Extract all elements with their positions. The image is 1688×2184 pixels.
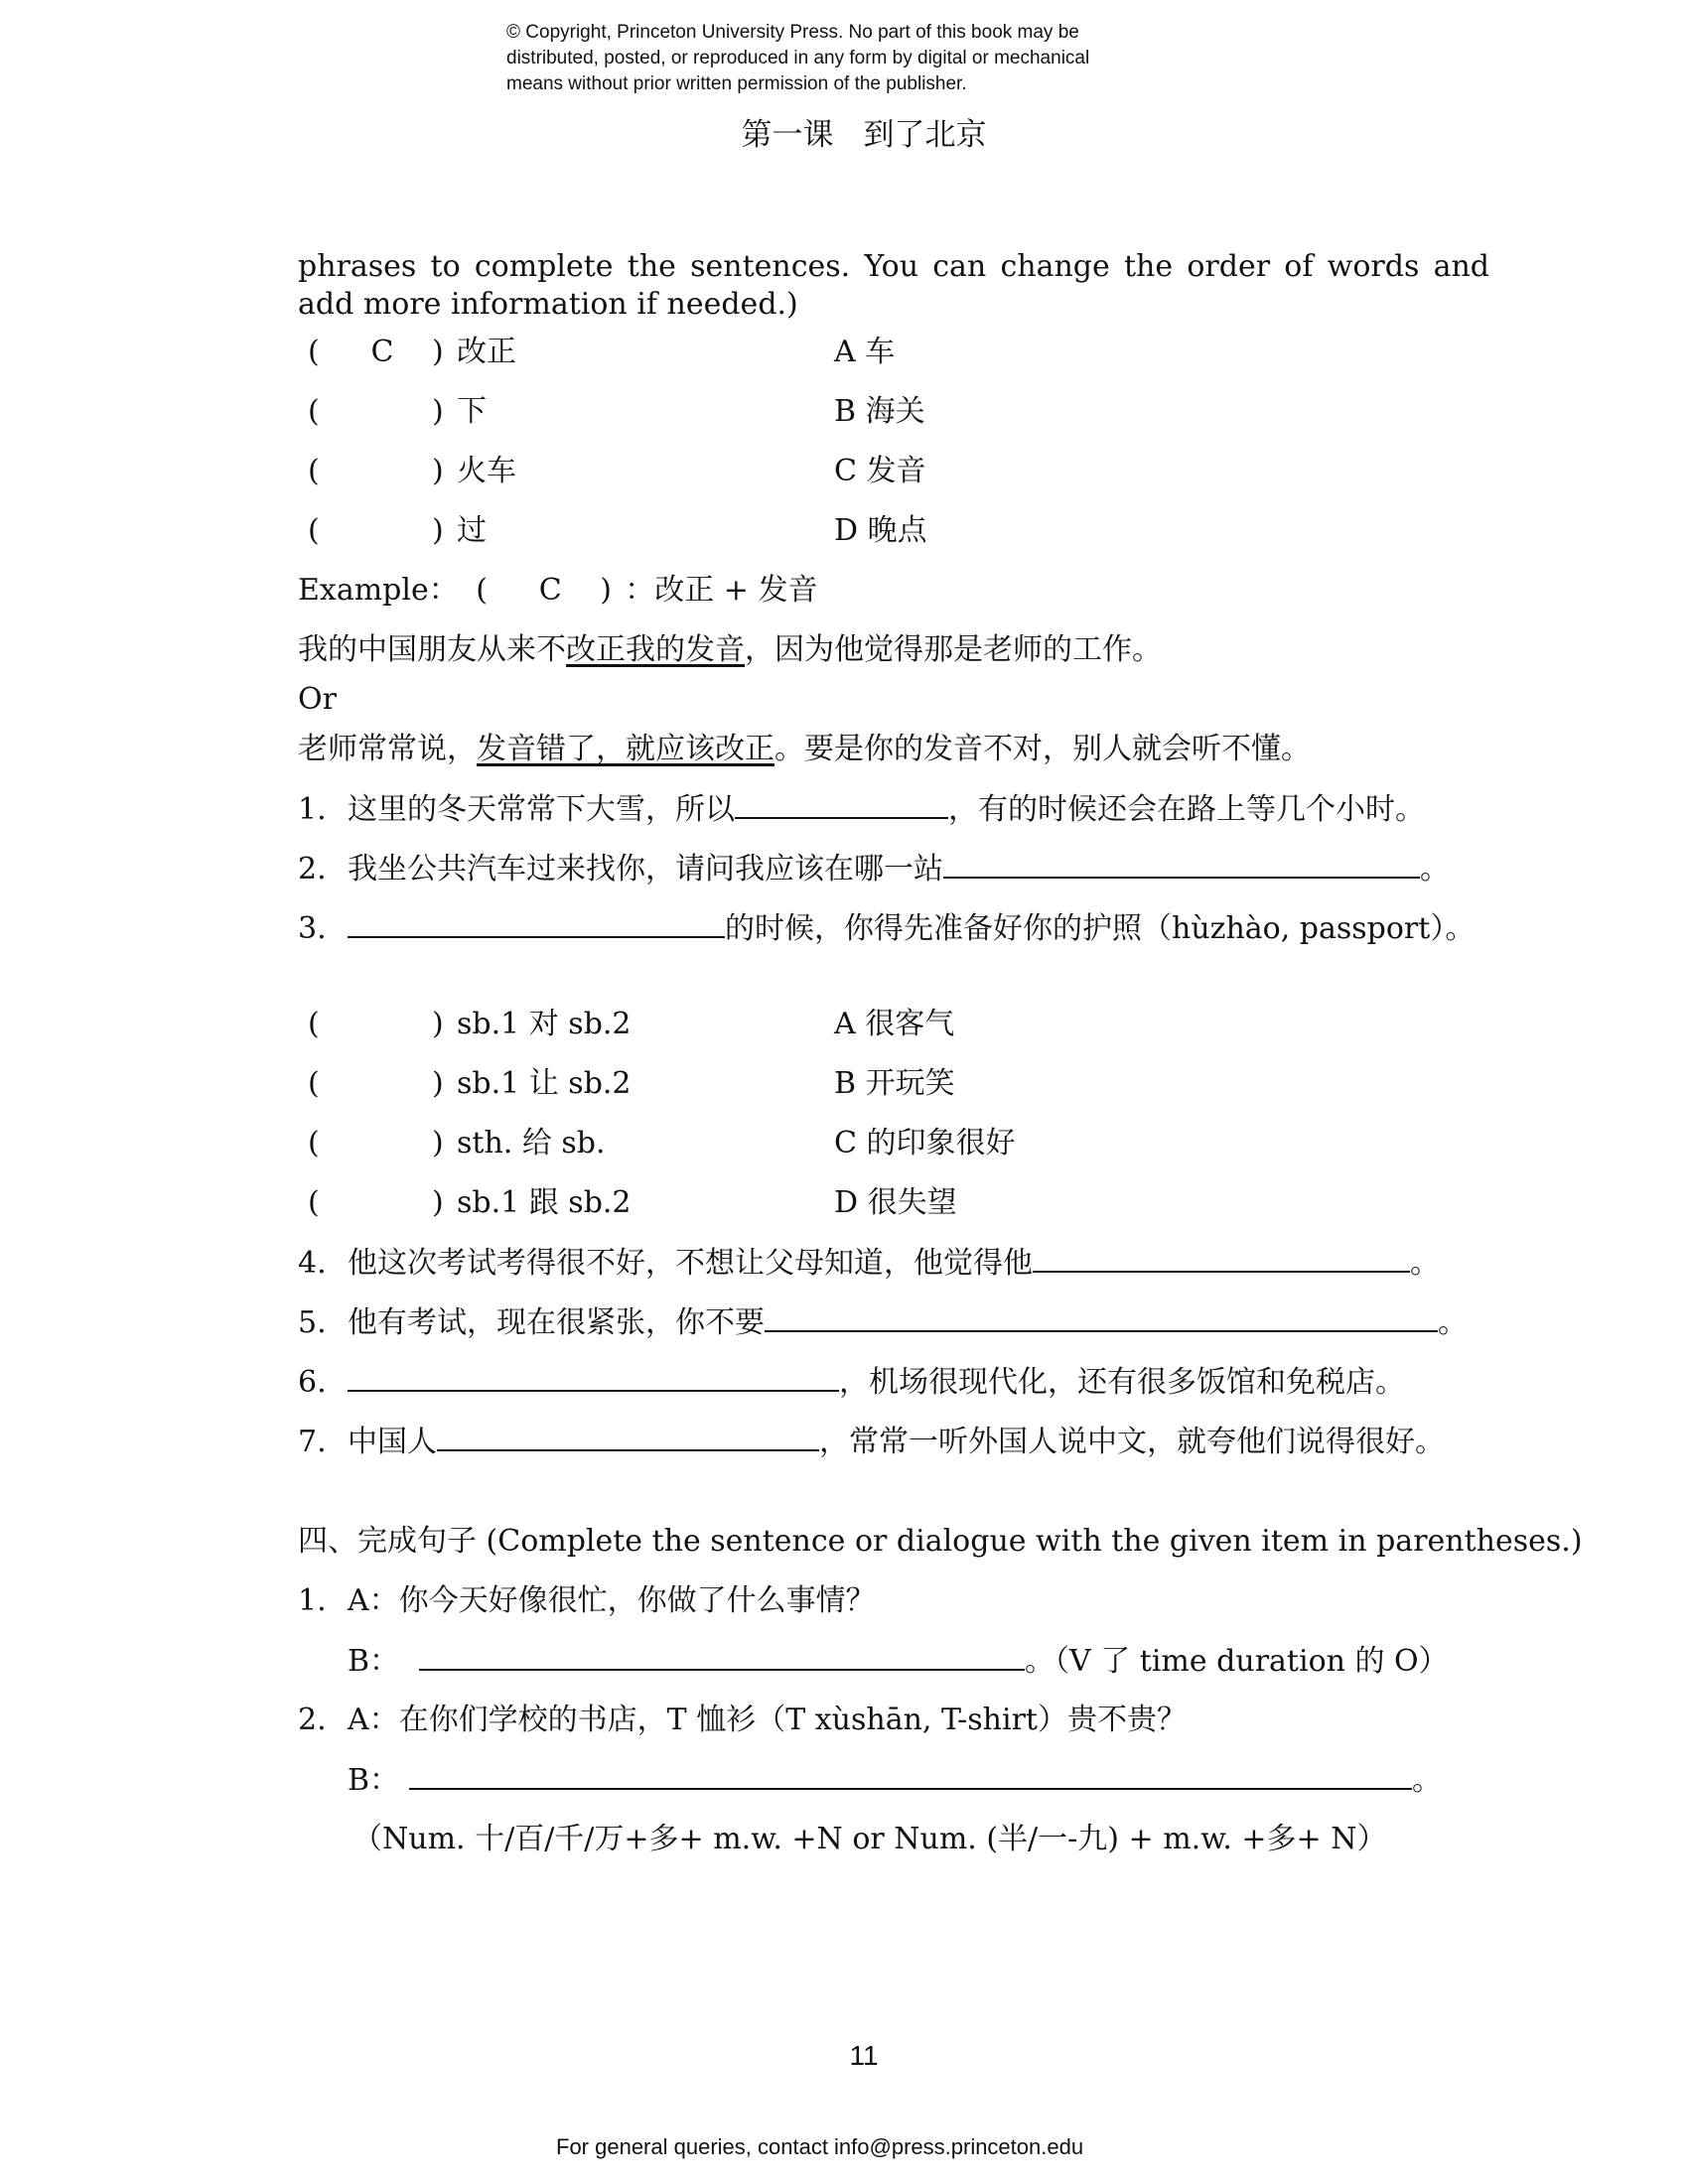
- question-2: [298, 849, 1450, 889]
- answer-paren: ( ): [308, 1066, 444, 1101]
- chapter-title: 到了北京: [863, 117, 987, 153]
- question-text: ，机场很现代化，还有很多饭馆和免税店。: [839, 1365, 1405, 1400]
- match-row: [308, 392, 487, 432]
- match-row: [308, 1064, 632, 1104]
- dialogue-2-b: [348, 1760, 1442, 1801]
- match-right: A 很客气: [834, 1007, 955, 1041]
- match-right: B 开玩笑: [834, 1066, 955, 1101]
- question-text: ，有的时候还会在路上等几个小时。: [948, 792, 1425, 827]
- underlined-phrase: 发音错了，就应该改正: [477, 732, 774, 766]
- copyright-line: © Copyright, Princeton University Press. No part of this book may be: [506, 22, 1079, 43]
- question-text: 。: [1438, 1305, 1468, 1340]
- question-number: 1.: [298, 1583, 327, 1618]
- answer-paren: ( ): [308, 513, 444, 548]
- underlined-phrase: 改正我的发音: [566, 632, 745, 667]
- answer-blank[interactable]: [348, 1362, 839, 1392]
- chapter-label: 第一课: [741, 117, 834, 153]
- answer-blank[interactable]: [765, 1302, 1438, 1332]
- question-number: 6.: [298, 1365, 327, 1400]
- example-paren-value: C: [538, 573, 562, 608]
- match-left: sth. 给 sb.: [457, 1126, 606, 1160]
- question-number: 2.: [298, 852, 327, 887]
- speaker-label: B：: [348, 1763, 400, 1798]
- answer-blank[interactable]: [419, 1641, 1025, 1671]
- answer-paren: ( ): [308, 454, 444, 488]
- match-row: [308, 1183, 632, 1223]
- instructions-text: phrases to complete the sentences. You can change the order of words and add more information if needed.): [298, 249, 1489, 322]
- answer-paren: ( ): [308, 1126, 444, 1160]
- match-right: C 发音: [834, 454, 926, 488]
- question-text: 中国人: [348, 1425, 437, 1459]
- answer-paren: ( ): [308, 1007, 444, 1041]
- answer-blank[interactable]: [1033, 1243, 1410, 1273]
- question-text: 这里的冬天常常下大雪，所以: [348, 792, 735, 827]
- match-row: [308, 1005, 632, 1044]
- match-right: C 的印象很好: [834, 1126, 1016, 1160]
- example-paren: ( C ): [476, 571, 625, 611]
- match-left: 下: [457, 394, 487, 429]
- question-text: 他有考试，现在很紧张，你不要: [348, 1305, 765, 1340]
- example-sentence-1: [298, 630, 1162, 670]
- sentence-end: 。: [1412, 1763, 1443, 1798]
- section-4-heading: 四、完成句子 (Complete the sentence or dialogue with the given item in parentheses.): [298, 1524, 1583, 1559]
- match-right: D 晚点: [834, 513, 927, 548]
- match-left: sb.1 让 sb.2: [457, 1066, 632, 1101]
- match-row: [308, 452, 516, 491]
- example-line: [298, 571, 817, 611]
- sentence-text: 。要是你的发音不对，别人就会听不懂。: [774, 732, 1311, 766]
- answer-blank[interactable]: [437, 1422, 819, 1451]
- question-text: 他这次考试考得很不好，不想让父母知道，他觉得他: [348, 1246, 1033, 1281]
- question-number: 2.: [298, 1703, 327, 1737]
- question-text: 我坐公共汽车过来找你，请问我应该在哪一站: [348, 852, 943, 887]
- answer-paren: ( ): [308, 394, 444, 429]
- match-left: sb.1 跟 sb.2: [457, 1185, 632, 1220]
- match-left: 过: [457, 513, 487, 548]
- question-text: 。: [1420, 852, 1450, 887]
- dialogue-line: A：在你们学校的书店，T 恤衫（T xùshān, T-shirt）贵不贵？: [348, 1703, 1187, 1737]
- dialogue-line: A：你今天好像很忙，你做了什么事情？: [348, 1583, 876, 1618]
- question-7: [298, 1422, 1445, 1462]
- match-right: B 海关: [834, 394, 925, 429]
- example-sentence-2: [298, 730, 1311, 769]
- match-left: 火车: [457, 454, 516, 488]
- answer-blank[interactable]: [943, 849, 1420, 879]
- match-right: D 很失望: [834, 1185, 957, 1220]
- copyright-line: means without prior written permission of the publisher.: [506, 73, 967, 94]
- grammar-hint: 。（V 了 time duration 的 O）: [1025, 1644, 1449, 1679]
- copyright-line: distributed, posted, or reproduced in any form by digital or mechanical: [506, 48, 1090, 68]
- chapter-heading: [0, 109, 1688, 154]
- question-number: 5.: [298, 1305, 327, 1340]
- speaker-label: B：: [348, 1644, 400, 1679]
- footer-contact: For general queries, contact info@press.princeton.edu: [556, 2134, 1084, 2159]
- sentence-text: ，因为他觉得那是老师的工作。: [745, 632, 1162, 667]
- question-text: 的时候，你得先准备好你的护照（hùzhào, passport）。: [725, 911, 1476, 946]
- or-label: Or: [298, 682, 337, 717]
- sentence-text: 老师常常说，: [298, 732, 477, 766]
- answer-value: C: [370, 335, 394, 369]
- question-number: 4.: [298, 1246, 327, 1281]
- question-number: 1.: [298, 792, 327, 827]
- answer-blank[interactable]: [735, 789, 948, 819]
- question-6: [298, 1362, 1405, 1403]
- question-4: [298, 1243, 1440, 1284]
- question-text: 。: [1410, 1246, 1440, 1281]
- answer-paren: ( ): [308, 1185, 444, 1220]
- page-number: 11: [849, 2040, 879, 2071]
- dialogue-1-b: [348, 1641, 1449, 1682]
- match-right: A 车: [834, 335, 896, 369]
- match-left: sb.1 对 sb.2: [457, 1007, 632, 1041]
- match-left: 改正: [457, 335, 516, 369]
- question-text: ，常常一听外国人说中文，就夸他们说得很好。: [819, 1425, 1445, 1459]
- answer-blank[interactable]: [409, 1760, 1412, 1790]
- question-5: [298, 1302, 1468, 1343]
- match-row: [308, 1124, 606, 1163]
- answer-blank[interactable]: [348, 908, 725, 938]
- dialogue-1-a: [298, 1581, 876, 1621]
- dialogue-2-a: [298, 1701, 1187, 1740]
- question-3: [298, 908, 1475, 949]
- match-row: [308, 333, 516, 372]
- match-row: [308, 511, 487, 551]
- question-1: [298, 789, 1425, 830]
- example-label: Example：: [298, 573, 459, 608]
- copyright-notice: [506, 20, 1201, 97]
- question-number: 3.: [298, 911, 327, 946]
- answer-paren: ( C ): [308, 333, 457, 372]
- grammar-hint-2: （Num. 十/百/千/万+多+ m.w. +N or Num. (半/一-九) + m.w. +多+ N）: [352, 1822, 1387, 1856]
- example-combo: ：改正 + 发音: [625, 573, 818, 608]
- question-number: 7.: [298, 1425, 327, 1459]
- sentence-text: 我的中国朋友从来不: [298, 632, 566, 667]
